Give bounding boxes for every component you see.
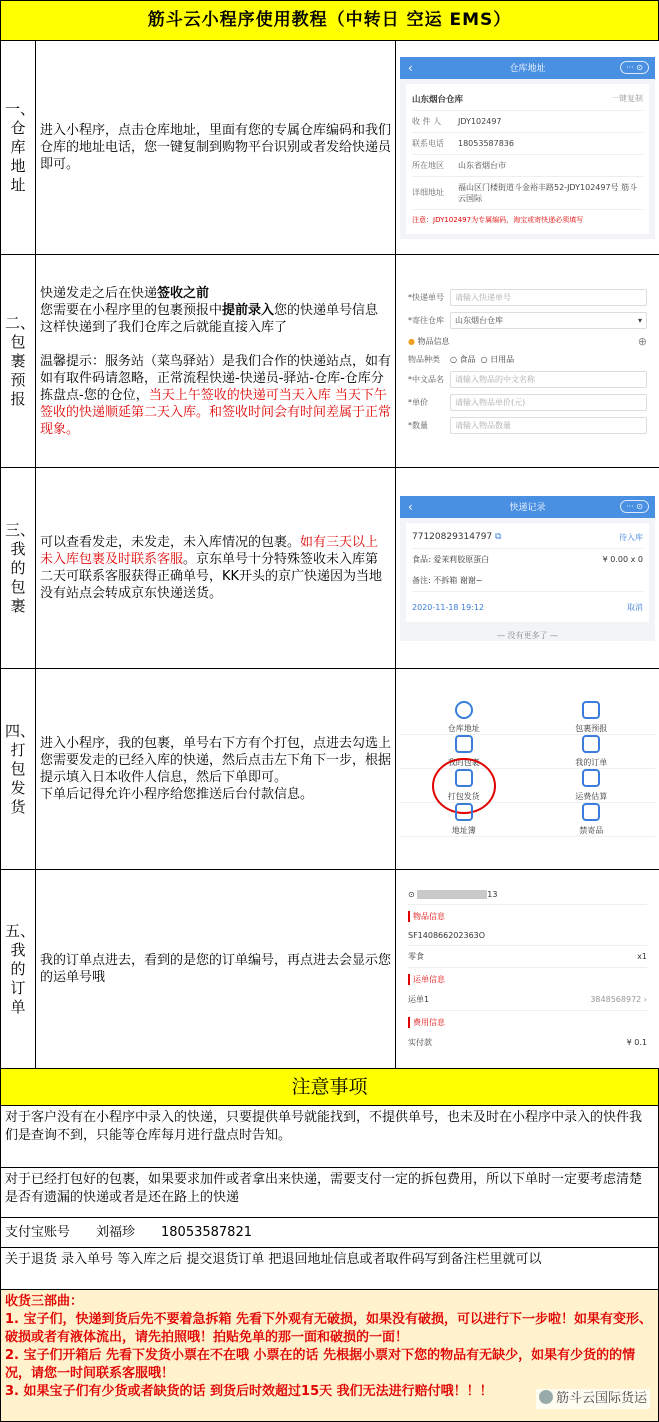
option-food: 食品	[459, 354, 476, 364]
warehouse-warning: 注意：JDY102497为专属编码，淘宝或寄快递必须填写	[412, 215, 584, 224]
step-description: 进入小程序，点击仓库地址，里面有您的专属仓库编码和我们仓库的地址电话，您一键复制到购物平台识别或者发给快递员即可。	[36, 41, 396, 255]
record-card	[406, 523, 649, 622]
capsule-icon: ··· ⊙	[620, 500, 649, 513]
phone-mock-menu	[400, 701, 655, 837]
section-title: 物品信息	[408, 911, 647, 922]
step-screenshot	[396, 870, 659, 1069]
menu-label: 我的包裹	[447, 758, 480, 767]
menu-label: 禁寄品	[579, 826, 604, 835]
step-number: 一、仓库地址	[1, 41, 36, 255]
step-row-my-packages	[1, 468, 659, 669]
address-label: 详细地址	[412, 188, 444, 197]
steps-table	[0, 40, 659, 1069]
note-unpack-fee: 对于已经打包好的包裹，如果要求加件或者拿出来快递，需要支付一定的拆包费用，所以下单时一定要考虑清楚是否有遗漏的快递或者是还在路上的快递	[0, 1168, 659, 1218]
note-untracked: 对于客户没有在小程序中录入的快递，只要提供单号就能找到，不提供单号，也未及时在小程序中录入的快件我们是查询不到，只能等仓库每月进行盘点时告知。	[0, 1106, 659, 1168]
desc-text: 您的快递单号信息	[274, 302, 379, 318]
phone-mock-order	[400, 881, 655, 1057]
region-value: 山东省烟台市	[458, 160, 506, 170]
watermark	[536, 1389, 650, 1409]
step-number: 二、包裹预报	[1, 255, 36, 468]
address-tail: 13	[487, 890, 498, 899]
phone-mock-warehouse	[400, 57, 655, 239]
no-more-text: — 没有更多了 —	[496, 630, 559, 640]
desc-bold: 签收之前	[157, 285, 210, 301]
step-screenshot	[396, 669, 659, 870]
name-input: 请输入物品的中文名称	[450, 371, 647, 388]
receiving-title: 收货三部曲：	[5, 1294, 84, 1309]
price-input: 请输入物品单价(元)	[450, 394, 647, 411]
note-returns: 关于退货 录入单号 等入库之后 提交退货订单 把退回地址信息或者取件码写到备注栏里就可以	[0, 1248, 659, 1290]
copy-icon: ⧉	[495, 532, 502, 542]
warehouse-card	[406, 84, 649, 234]
warehouse-select	[450, 312, 647, 329]
notice-title: 注意事项	[0, 1068, 659, 1106]
desc-text: 进入小程序，我的包裹，单号右下方有个打包，点进去勾选上您需要发走的已经入库的快递，然后点击左下角下一步，根据提示填入日本收件人信息，然后下单即可。	[40, 736, 392, 785]
cancel-button: 取消	[627, 602, 643, 612]
record-time: 2020-11-18 19:12	[412, 602, 485, 612]
desc-bold: 提前录入	[222, 302, 275, 318]
receiving-steps	[0, 1290, 659, 1422]
menu-label: 地址簿	[451, 826, 476, 835]
menu-prohibited	[528, 803, 656, 837]
step-row-warehouse	[1, 41, 659, 255]
menu-label: 打包发货	[447, 792, 480, 801]
page-title: 筋斗云小程序使用教程（中转日 空运 EMS）	[0, 0, 659, 41]
menu-freight-estimate	[528, 769, 656, 803]
desc-text: 快递发走之后在快递	[40, 285, 158, 301]
tip-text: 温馨提示：服务站（菜鸟驿站）是我们合作的快递站点，如有如有取件码请忽略，正常流程快递-快递员-驿站-仓库-仓库分拣盘点-您的仓位，	[40, 353, 392, 403]
receiver-value: JDY102497	[458, 116, 502, 126]
step-description: 我的订单点进去，看到的是您的订单编号，再点进去会显示您的运单号哦	[36, 870, 396, 1069]
field-label: *数量	[408, 420, 428, 430]
desc-text: 可以查看发走，未发走，未入库情况的包裹。	[40, 535, 301, 550]
field-label: *寄往仓库	[408, 315, 444, 325]
step-screenshot	[396, 41, 659, 255]
radio-icon: ○	[450, 354, 457, 364]
add-icon: ⊕	[637, 334, 647, 348]
desc-text: 这样快递到了我们仓库之后就能直接入库了	[40, 319, 288, 335]
tracking-number: 77120829314797	[412, 532, 493, 542]
field-label: *快递单号	[408, 292, 444, 302]
step-row-forecast	[1, 255, 659, 468]
price-text: ¥ 0.00 x 0	[602, 554, 643, 564]
tip-warning: 当天上午签收的快递可当天入库 当天下午签收的快递顺延第二天入库。和签收时间会有时间差属于正常现象。	[40, 387, 392, 437]
goods-category: 零食	[408, 952, 424, 961]
field-label: *中文品名	[408, 374, 444, 384]
chevron-right-icon: ›	[643, 995, 647, 1004]
menu-address-book	[400, 803, 528, 837]
note-alipay: 支付宝账号 刘福珍 18053587821	[0, 1218, 659, 1248]
step-screenshot	[396, 468, 659, 669]
menu-label: 仓库地址	[447, 724, 480, 733]
menu-label: 运费估算	[575, 792, 608, 801]
phone-mock-forecast	[400, 283, 655, 440]
step-description	[36, 255, 396, 468]
phone-label: 联系电话	[412, 138, 444, 148]
desc-text: 您需要在小程序里的包裹预报中	[40, 302, 223, 318]
remark-text: 备注: 不拆箱 谢谢~	[412, 575, 483, 585]
warehouse-select-value: 山东烟台仓库	[455, 315, 503, 325]
step-screenshot	[396, 255, 659, 468]
goods-qty: x1	[637, 952, 647, 961]
phone-mock-records	[400, 496, 655, 641]
copy-button: 一键复制	[611, 94, 643, 103]
waybill-number: 3848568972	[590, 995, 642, 1004]
mock-header	[400, 57, 655, 79]
receiving-step-3: 3. 如果宝子们有少货或者缺货的话 到货后时效超过15天 我们无法进行赔付哦！！！	[5, 1384, 493, 1399]
step-number: 四、打包发货	[1, 669, 36, 870]
section-title: 物品信息	[417, 336, 450, 346]
field-label: 物品种类	[408, 354, 440, 364]
desc-text: 下单后记得允许小程序给您推送后台付款信息。	[40, 787, 314, 802]
region-label: 所在地区	[412, 160, 444, 170]
step-number: 五、我的订单	[1, 870, 36, 1069]
order-number: SF140866202363O	[408, 931, 486, 940]
option-daily: 日用品	[490, 354, 515, 364]
capsule-icon: ··· ⊙	[620, 61, 649, 74]
receiving-step-2: 2. 宝子们开箱后 先看下发货小票在不在哦 小票在的话 先根据小票对下您的物品有无缺少，如果有少货的的情况，请您一时间联系客服哦！	[5, 1348, 636, 1381]
step-row-pack-ship	[1, 669, 659, 870]
chevron-down-icon: ▾	[637, 315, 642, 325]
address-value: 福山区门楼街道斗金裕丰路52-JDY102497号 筋斗云国际	[458, 182, 638, 203]
goods-text: 食品: 爱茉莉胶原蛋白	[412, 554, 490, 564]
qty-input: 请输入物品数量	[450, 417, 647, 434]
menu-warehouse-address	[400, 701, 528, 735]
menu-pack-ship	[400, 769, 528, 803]
back-icon: ‹	[408, 60, 413, 75]
step-row-my-orders	[1, 870, 659, 1069]
no-more-label: 没有更多了	[507, 630, 548, 640]
dot-icon: ●	[408, 336, 415, 346]
blurred-address	[417, 890, 487, 899]
back-icon: ‹	[408, 499, 413, 514]
step-description	[36, 669, 396, 870]
receiving-step-1: 1. 宝子们，快递到货后先不要着急拆箱 先看下外观有无破损，如果没有破损，可以进行下一步啦！如果有变形、破损或者有液体流出，请先拍照哦！拍贴免单的那一面和破损的一面！	[5, 1312, 653, 1345]
location-icon: ⊙	[408, 890, 415, 899]
paid-value: ¥ 0.1	[626, 1038, 647, 1047]
paid-label: 实付款	[408, 1038, 432, 1047]
desc-warning: 如有三天以上未入库包裹及时联系客服	[40, 535, 379, 567]
menu-label: 包裹预报	[575, 724, 608, 733]
mock-header-title: 仓库地址	[509, 64, 546, 74]
tracking-input: 请输入快递单号	[450, 289, 647, 306]
phone-value: 18053587836	[458, 138, 514, 148]
menu-label: 我的订单	[575, 758, 608, 767]
status-badge: 待入库	[619, 532, 643, 542]
warehouse-name: 山东烟台仓库	[412, 94, 464, 105]
waybill-label: 运单1	[408, 995, 430, 1004]
wechat-icon	[539, 1390, 553, 1404]
watermark-text: 筋斗云国际货运	[555, 1391, 647, 1406]
radio-icon: ○	[480, 354, 488, 364]
receiver-label: 收 件 人	[412, 116, 442, 126]
section-title: 费用信息	[408, 1017, 647, 1028]
menu-my-orders	[528, 735, 656, 769]
step-description	[36, 468, 396, 669]
field-label: *单价	[408, 397, 428, 407]
menu-forecast	[528, 701, 656, 735]
mock-header-title: 快递记录	[509, 503, 546, 513]
desc-text: 。京东单号十分特殊签收未入库第二天可联系客服获得正确单号，KK开头的京广快递因为当地没有站点会转成京东快递送货。	[40, 552, 383, 601]
step-number: 三、我的包裹	[1, 468, 36, 669]
section-title: 运单信息	[408, 974, 647, 985]
